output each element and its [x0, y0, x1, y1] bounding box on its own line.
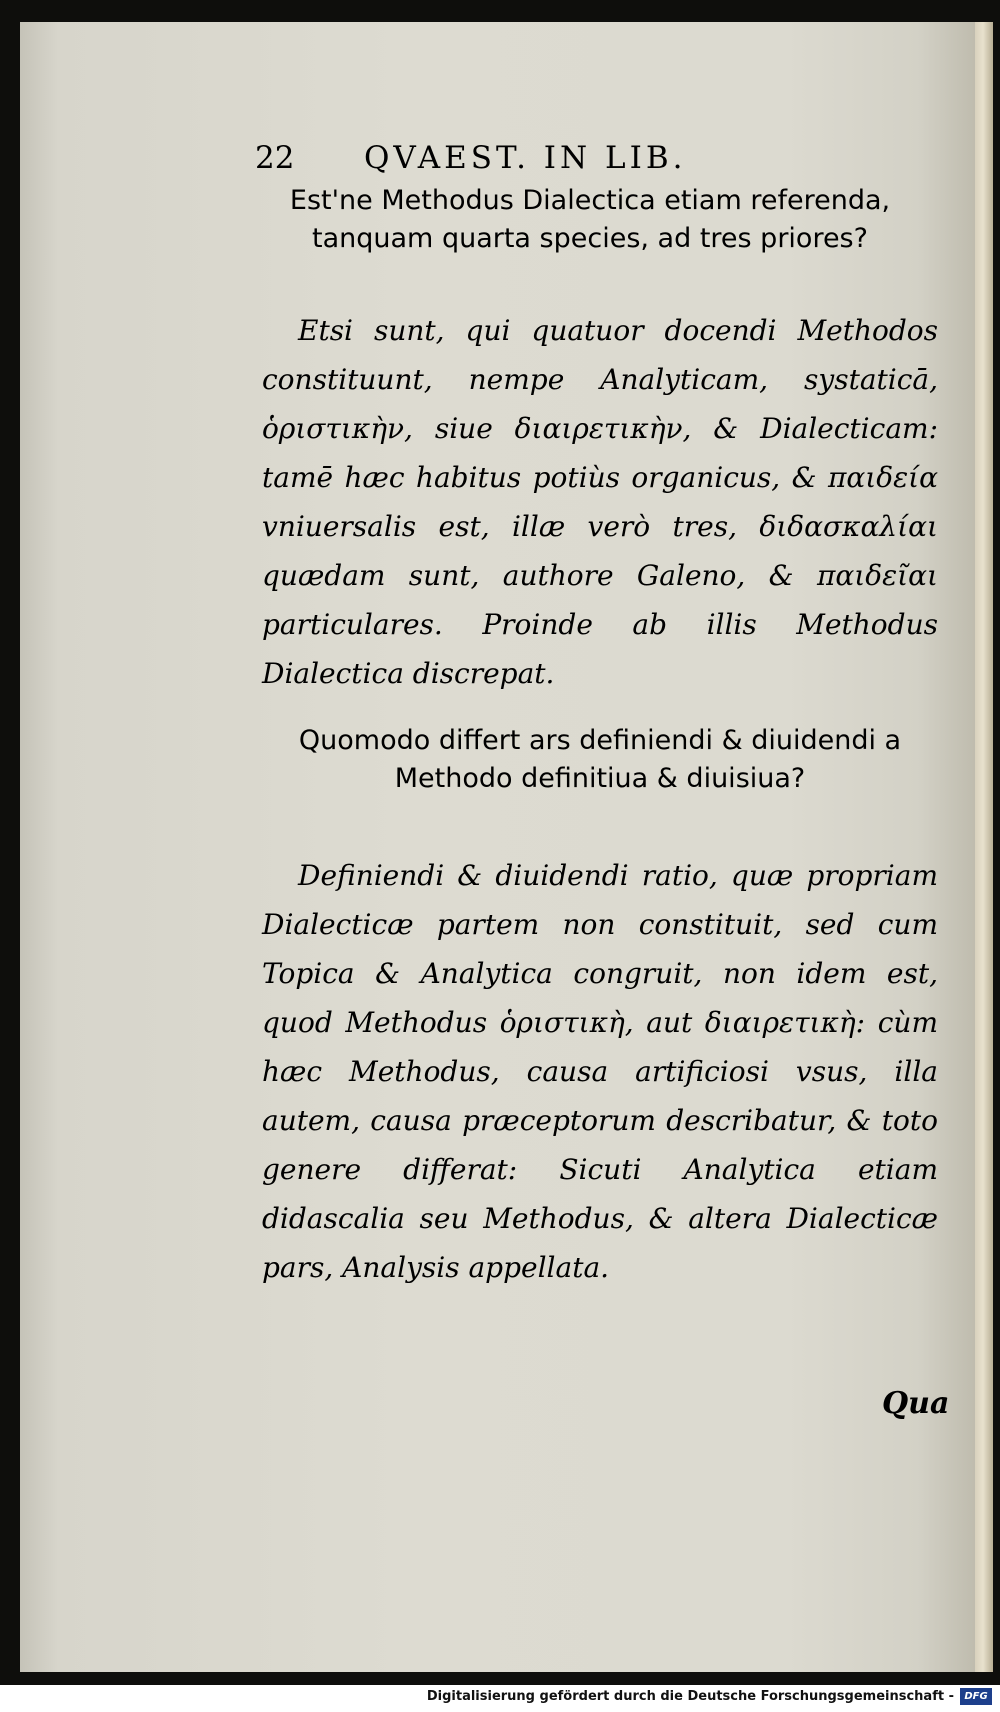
footer	[0, 1685, 1000, 1712]
dfg-logo-icon: DFG	[960, 1688, 992, 1705]
footer-credit: Digitalisierung gefördert durch die Deutsche Forschungsgemeinschaft -	[426, 1689, 954, 1704]
question-heading-2: Quomodo differt ars definiendi & diuidendi a Methodo definitiua & diuisiua?	[298, 725, 902, 794]
question-heading-1: Est'ne Methodus Dialectica etiam referenda, tanquam quarta species, ad tres priores?	[289, 185, 891, 254]
running-head-title: QVAEST. IN LIB.	[364, 140, 687, 176]
book-page	[20, 22, 975, 1672]
page-number: 22	[255, 140, 295, 176]
answer-paragraph-1: Etsi sunt, qui quatuor docendi Methodos constituunt, nempe Analyticam, systaticā, ὁριστικὴν, siue διαιρετικὴν, & Dialecticam: tamē hæc habitus potiùs organicus, & παιδεία vniuersalis est, illæ verò tres, διδασκαλίαι quædam sunt, authore Galeno, & παιδεῖαι particulares. Proinde ab illis Methodus Dialectica discrepat.	[262, 314, 938, 690]
answer-paragraph-2: Definiendi & diuidendi ratio, quæ propriam Dialecticæ partem non constituit, sed cum Topica & Analytica congruit, non idem est, quod Methodus ὁριστικὴ, aut διαιρετικὴ: cùm hæc Methodus, causa artificiosi vsus, illa autem, causa præceptorum describatur, & toto genere differat: Sicuti Analytica etiam didascalia seu Methodus, & altera Dialecticæ pars, Analysis appellata.	[262, 859, 938, 1284]
book-edge	[975, 22, 993, 1672]
catchword: Qua	[882, 1386, 950, 1421]
